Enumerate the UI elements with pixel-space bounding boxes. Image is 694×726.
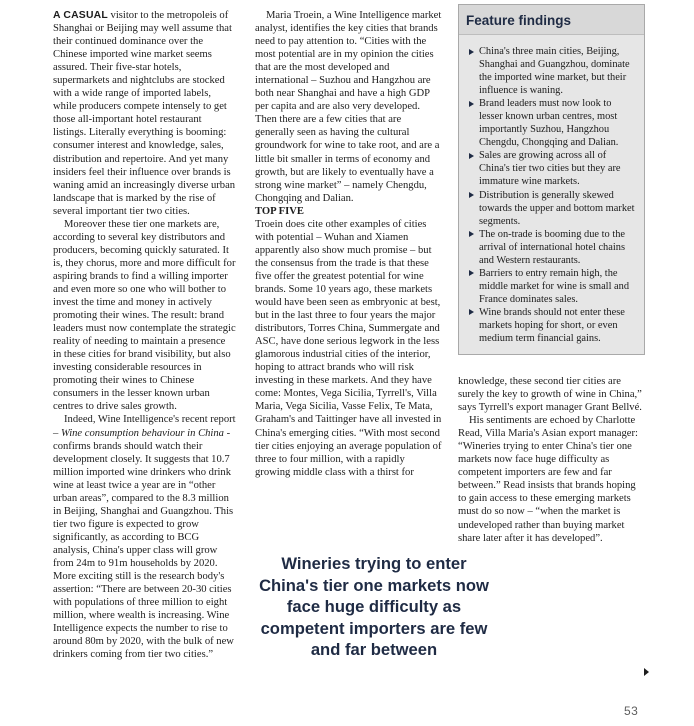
finding-item (469, 267, 636, 306)
finding-text: Wine brands should not enter these markets hoping for short, or even medium term financial gains. (479, 306, 625, 345)
article-paragraph-2: Moreover these tier one markets are, according to several key distributors and producers, becoming quickly saturated. It is, they chorus, more and more difficult for aspiring brands to find a willing importer and even more so one who will bother to invest the time and money in actively promoting their wines. The result: brand leaders must now contemplate the strategic reality of needing to maintain a presence in these cities for brand visibility, but also investing considerable resources in promoting their wines to Chinese consumers in the lesser known urban centres to drive sales growth. (53, 218, 236, 413)
article-column-3 (458, 375, 645, 545)
subheading: TOP FIVE (255, 205, 304, 217)
page-number: 53 (624, 704, 639, 718)
bullet-triangle-icon (469, 270, 474, 276)
article-paragraph-3 (53, 413, 236, 661)
article-column-1 (53, 9, 236, 661)
bullet-triangle-icon (469, 309, 474, 315)
feature-findings-box (458, 4, 645, 355)
bullet-triangle-icon (469, 231, 474, 237)
finding-text: The on-trade is booming due to the arrival of international hotel chains and Western restaurants. (479, 228, 626, 266)
finding-item (469, 45, 636, 97)
article-paragraph-4: Maria Troein, a Wine Intelligence market analyst, identifies the key cities that brands need to pay attention to. “Cities with the most potential are in my opinion the cities that are the most developed and international – Suzhou and Hangzhou are both near Shanghai and have a high GDP per capita and are also very developed. Then there are a few cities that are generally seen as having the cultural groundwork for wine to take root, and are a little bit smaller in terms of economy and growth, but are likely to eventually have a strong wine market” – namely Chengdu, Chongqing and Dalian. (255, 10, 442, 204)
finding-item (469, 97, 636, 149)
article-text: - confirms brands should watch their development closely. It suggests that 10.7 million imported wine drinkers who drink wine at least twice a year are in “other urban areas”, compared to the 8.3 million in Beijing, Shanghai and Guangzhou. This tier two figure is expected to grow significantly, as according to BCG analysis, China's upper class will grow from 24m to 91m households by 2020. More exciting still is the research body's assertion: “There are between 20-30 cities with populations of three million to eight million, where wealth is increasing. Wine Intelligence expects the number to rise to around 80m by 2020, with the bulk of new drinkers coming from tier two cities.” (53, 427, 234, 661)
article-paragraph-6: knowledge, these second tier cities are surely the key to growth of wine in China,” says Tyrrell's export manager Grant Bellvé. (458, 376, 642, 414)
finding-item (469, 189, 636, 228)
finding-text: Sales are growing across all of China's tier two cities but they are immature wine markets. (479, 150, 621, 188)
lead-in: A CASUAL (53, 10, 108, 21)
finding-item (469, 228, 636, 267)
article-text: Indeed, Wine Intelligence's recent report – (53, 414, 236, 439)
finding-text: Distribution is generally skewed towards the upper and bottom market segments. (479, 189, 635, 227)
feature-findings-list (459, 35, 644, 345)
finding-text: Brand leaders must now look to lesser known urban centres, most importantly Suzhou, Hangzhou Chengdu, Chongqing and Dalian. (479, 98, 619, 149)
bullet-triangle-icon (469, 49, 474, 55)
article-paragraph-1 (53, 9, 236, 218)
article-text: visitor to the metropoleis of Shanghai or Beijing may well assume that their continued dominance over the Chinese imported wine market seems assured. Their five-star hotels, supermarkets and nightclubs are stocked with a wide range of imported labels, while producers compete intensely to get those all-important hotel restaurant listings. Literally everything is booming: consumer interest and knowledge, sales, distribution and repertoire. And yet many insiders feel their influence over brands is waning amid an increasingly diverse urban landscape that is marked by the rise of several important tier two cities. (53, 10, 236, 217)
article-paragraph-5: Troein does cite other examples of cities with potential – Wuhan and Xiamen apparently also show much promise – but the consensus from the trade is that these five offer the greatest potential for wine brands. Some 10 years ago, these markets would have been seen as embryonic at best, but in the last three to four years the major distributors, Torres China, Summergate and ASC, have done serious legwork in the less glamorous industrial cities of the interior, hoping to attract brands who will risk investing in these markets. And they have come: Montes, Vega Sicilia, Tyrrell's, Villa Maria, Vega Sicilia, Vasse Felix, Te Mata, Graham's and Taittinger have all invested in China's emerging cities. “With most second tier cities enjoying an average population of three to four million, with a rapidly growing middle class with a thirst for (255, 218, 442, 478)
finding-item (469, 149, 636, 188)
pull-quote: Wineries trying to enter China's tier one markets now face huge difficulty as competent importers are few and far between (259, 554, 489, 659)
bullet-triangle-icon (469, 153, 474, 159)
feature-findings-header (459, 5, 644, 35)
bullet-triangle-icon (469, 101, 474, 107)
finding-text: China's three main cities, Beijing, Shanghai and Guangzhou, dominate the imported wine market, but their influence is waning. (479, 46, 630, 97)
bullet-triangle-icon (469, 192, 474, 198)
finding-text: Barriers to entry remain high, the middle market for wine is small and France dominates sales. (479, 267, 630, 305)
feature-findings-title: Feature findings (466, 13, 572, 28)
article-column-2 (255, 9, 442, 479)
finding-item (469, 306, 636, 345)
report-title: Wine consumption behaviour in China (60, 427, 224, 439)
article-paragraph-7: His sentiments are echoed by Charlotte Read, Villa Maria's Asian export manager: “Wineries trying to enter China's tier one markets now face huge difficulty as competent importers are few and far between.” Read insists that brands hoping to gain access to these emerging markets must do so now – “when the market is undeveloped rather than buying market share later after it has developed”. (458, 415, 638, 544)
continue-arrow-icon (644, 668, 649, 676)
